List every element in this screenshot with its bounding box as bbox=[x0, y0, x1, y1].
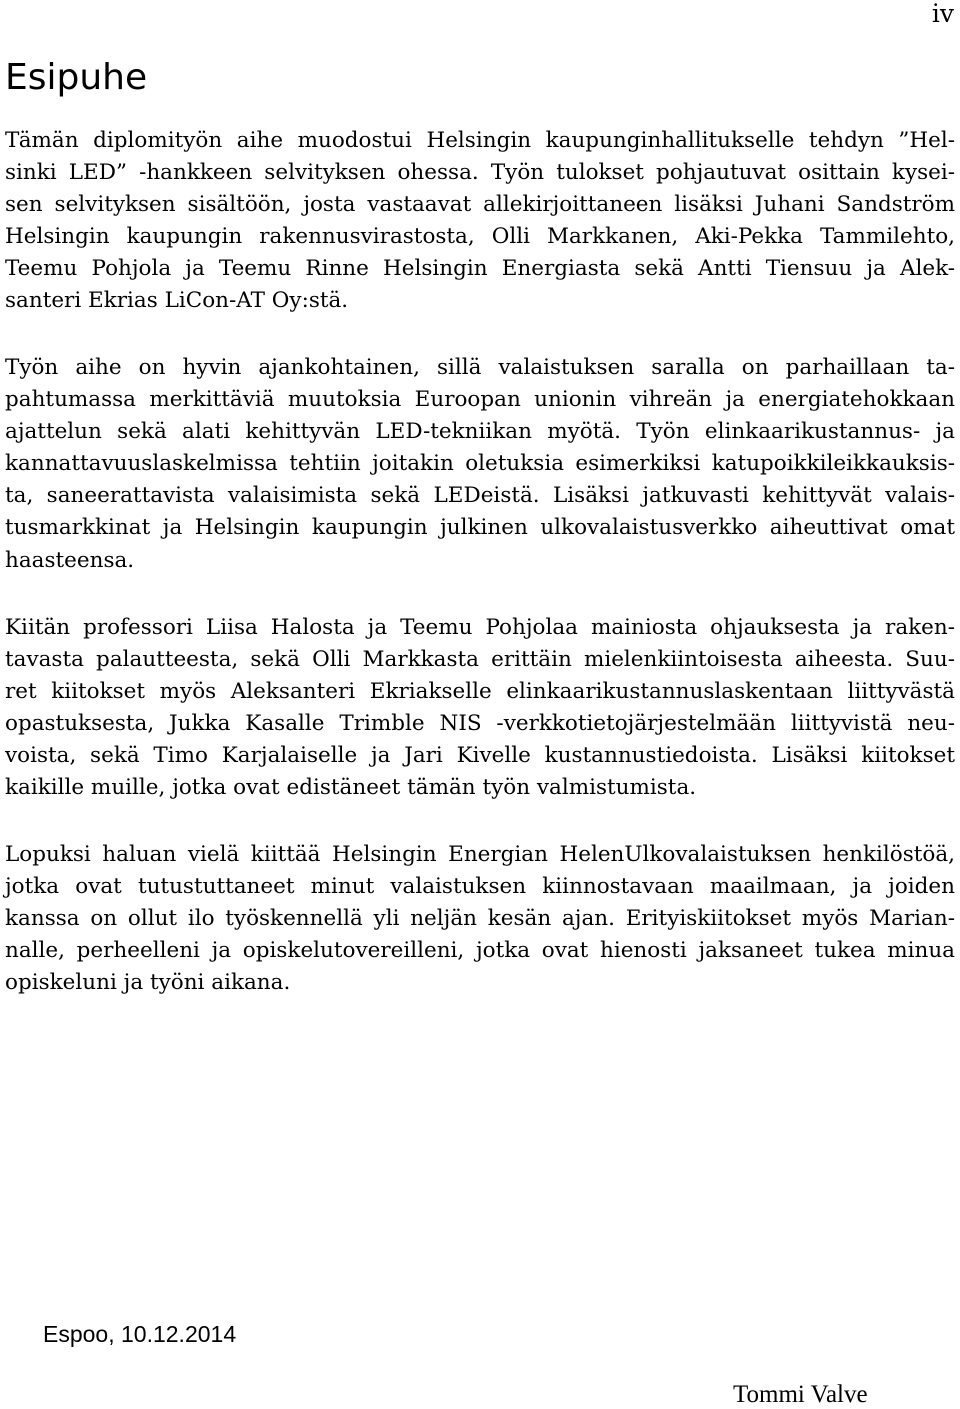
paragraph-2-line: ta, saneerattavista valaisimista sekä LEDeistä. Lisäksi jatkuvasti kehittyvät valais- bbox=[5, 483, 955, 509]
paragraph-3-line: tavasta palautteesta, sekä Olli Markkasta erittäin mielenkiintoisesta aiheesta. Suu- bbox=[5, 647, 955, 673]
paragraph-3-line: Kiitän professori Liisa Halosta ja Teemu Pohjolaa mainiosta ohjauksesta ja raken- bbox=[5, 615, 955, 640]
paragraph-2-line: tusmarkkinat ja Helsingin kaupungin julkinen ulkovalaistusverkko aiheuttivat omat bbox=[5, 515, 955, 541]
paragraph-2-line: pahtumassa merkittäviä muutoksia Euroopan unionin vihreän ja energiatehokkaan bbox=[5, 387, 955, 413]
paragraph-3-line: opastuksesta, Jukka Kasalle Trimble NIS -verkkotietojärjestelmään liittyvistä neu- bbox=[5, 711, 955, 737]
paragraph-4-line: jotka ovat tutustuttaneet minut valaistuksen kiinnostavaan maailmaan, ja joiden bbox=[5, 874, 955, 900]
paragraph-4 bbox=[5, 839, 955, 999]
paragraph-1 bbox=[5, 125, 955, 318]
paragraph-2-line: Työn aihe on hyvin ajankohtainen, sillä valaistuksen saralla on parhaillaan ta- bbox=[5, 355, 955, 380]
paragraph-3-line: ret kiitokset myös Aleksanteri Ekriakselle elinkaarikustannuslaskentaan liittyvästä bbox=[5, 679, 955, 705]
paragraph-3-line: kaikille muille, jotka ovat edistäneet tämän työn valmistumista. bbox=[5, 775, 697, 801]
paragraph-3 bbox=[5, 612, 955, 805]
paragraph-1-line: sinki LED” -hankkeen selvityksen ohessa. Työn tulokset pohjautuvat osittain kysei- bbox=[5, 160, 955, 186]
paragraph-1-line: Helsingin kaupungin rakennusvirastosta, Olli Markkanen, Aki-Pekka Tammilehto, bbox=[5, 224, 955, 250]
paragraph-1-line: Tämän diplomityön aihe muodostui Helsingin kaupunginhallitukselle tehdyn ”Hel- bbox=[5, 128, 955, 153]
paragraph-2-line: haasteensa. bbox=[5, 547, 135, 573]
paragraph-2-line: ajattelun sekä alati kehittyvän LED-tekniikan myötä. Työn elinkaarikustannus- ja bbox=[5, 419, 955, 445]
paragraph-4-line: kanssa on ollut ilo työskennellä yli neljän kesän ajan. Erityiskiitokset myös Marian- bbox=[5, 906, 955, 932]
place-date: Espoo, 10.12.2014 bbox=[43, 1321, 237, 1347]
signature-name: Tommi Valve bbox=[733, 1381, 868, 1408]
paragraph-4-line: nalle, perheelleni ja opiskelutovereilleni, jotka ovat hienosti jaksaneet tukea minua bbox=[5, 938, 955, 964]
paragraph-1-line: santeri Ekrias LiCon-AT Oy:stä. bbox=[5, 288, 349, 314]
paragraph-4-line: Lopuksi haluan vielä kiittää Helsingin Energian HelenUlkovalaistuksen henkilöstöä, bbox=[5, 842, 955, 867]
paragraph-2-line: kannattavuuslaskelmissa tehtiin joitakin oletuksia esimerkiksi katupoikkileikkauksis- bbox=[5, 451, 955, 477]
paragraph-4-line: opiskeluni ja työni aikana. bbox=[5, 970, 291, 996]
paragraph-2 bbox=[5, 352, 955, 577]
paragraph-1-line: Teemu Pohjola ja Teemu Rinne Helsingin Energiasta sekä Antti Tiensuu ja Alek- bbox=[5, 256, 955, 282]
paragraph-3-line: voista, sekä Timo Karjalaiselle ja Jari Kivelle kustannustiedoista. Lisäksi kiitokset bbox=[5, 743, 955, 769]
page-title: Esipuhe bbox=[5, 57, 148, 98]
page-number: iv bbox=[931, 0, 954, 28]
paragraph-1-line: sen selvityksen sisältöön, josta vastaavat allekirjoittaneen lisäksi Juhani Sandström bbox=[5, 192, 955, 218]
